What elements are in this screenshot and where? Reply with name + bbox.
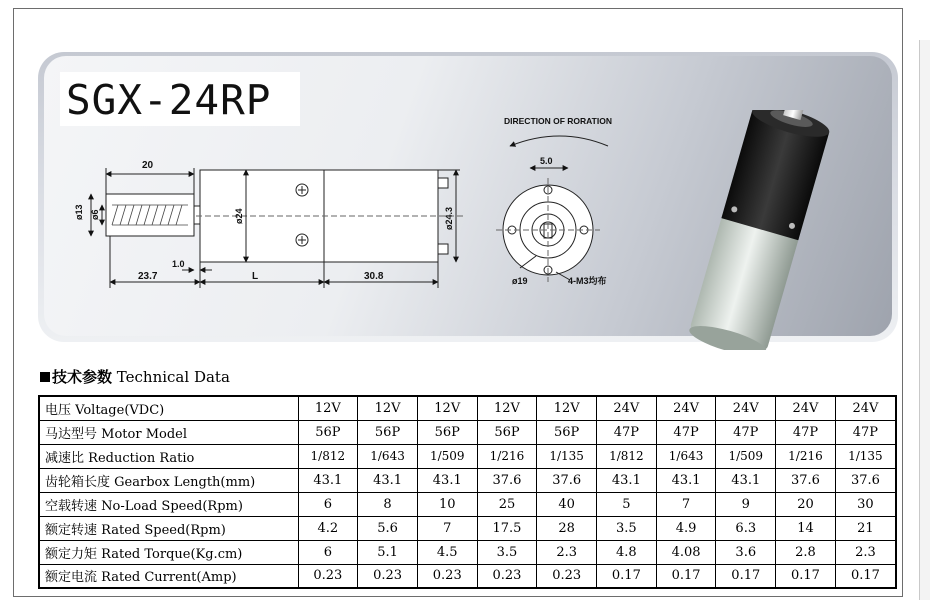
table-cell: 5.6 xyxy=(358,516,418,540)
table-row xyxy=(39,564,896,588)
table-cell: 5.1 xyxy=(358,540,418,564)
table-cell: 7 xyxy=(656,492,716,516)
table-cell: 30 xyxy=(835,492,896,516)
table-cell: 0.17 xyxy=(776,564,836,588)
table-cell: 4.9 xyxy=(656,516,716,540)
tech-heading-cn: 技术参数 xyxy=(52,368,113,386)
table-cell: 0.23 xyxy=(358,564,418,588)
side-view xyxy=(91,168,465,288)
table-cell: 12V xyxy=(417,396,477,420)
row-label-en: Voltage(VDC) xyxy=(75,402,165,418)
table-cell: 0.17 xyxy=(835,564,896,588)
row-label-cn: 减速比 xyxy=(45,450,85,466)
row-label xyxy=(39,468,298,492)
table-row xyxy=(39,396,896,420)
table-cell: 3.5 xyxy=(477,540,537,564)
row-label-en: Rated Speed(Rpm) xyxy=(101,522,226,538)
table-cell: 56P xyxy=(537,420,597,444)
table-cell: 17.5 xyxy=(477,516,537,540)
table-cell: 4.5 xyxy=(417,540,477,564)
table-cell: 56P xyxy=(298,420,358,444)
table-cell: 24V xyxy=(835,396,896,420)
row-label-en: Gearbox Length(mm) xyxy=(114,474,256,490)
table-cell: 47P xyxy=(716,420,776,444)
dim-motor-len: 30.8 xyxy=(364,271,384,282)
table-cell: 1/812 xyxy=(597,444,657,468)
table-cell: 0.23 xyxy=(298,564,358,588)
table-cell: 1/216 xyxy=(776,444,836,468)
table-cell: 40 xyxy=(537,492,597,516)
table-cell: 43.1 xyxy=(597,468,657,492)
table-cell: 2.3 xyxy=(537,540,597,564)
table-cell: 47P xyxy=(835,420,896,444)
table-cell: 7 xyxy=(417,516,477,540)
table-cell: 37.6 xyxy=(477,468,537,492)
dim-hole-spacing: 5.0 xyxy=(540,156,553,166)
dim-holes: 4-M3均布 xyxy=(568,276,607,286)
table-cell: 24V xyxy=(656,396,716,420)
table-cell: 12V xyxy=(477,396,537,420)
table-cell: 0.23 xyxy=(477,564,537,588)
dim-offset: 1.0 xyxy=(172,259,185,269)
table-cell: 24V xyxy=(776,396,836,420)
table-cell: 43.1 xyxy=(417,468,477,492)
table-cell: 47P xyxy=(776,420,836,444)
dim-d24-3: ø24.3 xyxy=(444,206,454,230)
table-cell: 4.8 xyxy=(597,540,657,564)
table-cell: 37.6 xyxy=(776,468,836,492)
row-label-cn: 马达型号 xyxy=(45,426,98,442)
table-cell: 47P xyxy=(656,420,716,444)
table-cell: 1/509 xyxy=(417,444,477,468)
dim-shaft-len: 20 xyxy=(142,160,154,171)
table-cell: 1/135 xyxy=(835,444,896,468)
table-cell: 1/643 xyxy=(358,444,418,468)
row-label xyxy=(39,420,298,444)
row-label-cn: 空载转速 xyxy=(45,498,98,514)
tech-data-body xyxy=(39,396,896,588)
row-label xyxy=(39,444,298,468)
table-cell: 56P xyxy=(358,420,418,444)
table-cell: 20 xyxy=(776,492,836,516)
table-cell: 9 xyxy=(716,492,776,516)
table-cell: 3.6 xyxy=(716,540,776,564)
table-cell: 47P xyxy=(597,420,657,444)
row-label-cn: 额定转速 xyxy=(45,522,98,538)
table-cell: 0.17 xyxy=(597,564,657,588)
model-title: SGX-24RP xyxy=(66,76,272,124)
table-cell: 43.1 xyxy=(298,468,358,492)
row-label xyxy=(39,516,298,540)
table-cell: 6 xyxy=(298,540,358,564)
table-cell: 56P xyxy=(477,420,537,444)
table-cell: 5 xyxy=(597,492,657,516)
table-cell: 1/216 xyxy=(477,444,537,468)
table-row xyxy=(39,468,896,492)
direction-label: DIRECTION OF RORATION xyxy=(504,116,612,126)
row-label-cn: 额定力矩 xyxy=(45,546,98,562)
square-bullet-icon xyxy=(40,372,50,382)
table-cell: 37.6 xyxy=(835,468,896,492)
table-cell: 4.2 xyxy=(298,516,358,540)
table-row xyxy=(39,420,896,444)
motor-illustration xyxy=(687,110,851,350)
table-cell: 10 xyxy=(417,492,477,516)
table-cell: 12V xyxy=(298,396,358,420)
shaft-outline xyxy=(106,194,194,236)
table-cell: 25 xyxy=(477,492,537,516)
row-label xyxy=(39,396,298,420)
table-cell: 28 xyxy=(537,516,597,540)
table-cell: 6 xyxy=(298,492,358,516)
table-cell: 2.8 xyxy=(776,540,836,564)
table-cell: 6.3 xyxy=(716,516,776,540)
dim-gear-len: L xyxy=(252,271,259,282)
table-cell: 14 xyxy=(776,516,836,540)
row-label-en: Rated Torque(Kg.cm) xyxy=(101,546,243,562)
table-cell: 1/812 xyxy=(298,444,358,468)
row-label-cn: 电压 xyxy=(45,402,72,418)
table-row xyxy=(39,540,896,564)
dim-d6: ø6 xyxy=(90,209,100,220)
table-row xyxy=(39,492,896,516)
table-cell: 0.23 xyxy=(417,564,477,588)
table-cell: 37.6 xyxy=(537,468,597,492)
table-cell: 56P xyxy=(417,420,477,444)
table-cell: 43.1 xyxy=(656,468,716,492)
dim-d24: ø24 xyxy=(234,208,244,224)
table-cell: 24V xyxy=(597,396,657,420)
tech-heading-en: Technical Data xyxy=(116,368,230,386)
table-cell: 3.5 xyxy=(597,516,657,540)
tech-data-table xyxy=(38,395,897,589)
row-label-en: Rated Current(Amp) xyxy=(101,570,237,586)
dim-d13: ø13 xyxy=(74,204,84,220)
dim-d19: ø19 xyxy=(512,276,528,286)
table-cell: 1/135 xyxy=(537,444,597,468)
tech-data-heading xyxy=(40,366,230,387)
row-label-en: Motor Model xyxy=(101,426,188,442)
table-cell: 21 xyxy=(835,516,896,540)
table-cell: 43.1 xyxy=(358,468,418,492)
table-cell: 0.17 xyxy=(716,564,776,588)
table-cell: 43.1 xyxy=(716,468,776,492)
table-cell: 12V xyxy=(537,396,597,420)
row-label xyxy=(39,564,298,588)
window-scroll-strip[interactable] xyxy=(919,40,930,600)
row-label-cn: 额定电流 xyxy=(45,570,98,586)
table-row xyxy=(39,516,896,540)
table-row xyxy=(39,444,896,468)
table-cell: 8 xyxy=(358,492,418,516)
table-cell: 12V xyxy=(358,396,418,420)
table-cell: 2.3 xyxy=(835,540,896,564)
table-cell: 0.23 xyxy=(537,564,597,588)
table-cell: 24V xyxy=(716,396,776,420)
table-cell: 4.08 xyxy=(656,540,716,564)
row-label xyxy=(39,492,298,516)
row-label-cn: 齿轮箱长度 xyxy=(45,474,111,490)
dim-left-len: 23.7 xyxy=(138,271,158,282)
row-label xyxy=(39,540,298,564)
row-label-en: No-Load Speed(Rpm) xyxy=(101,498,243,514)
table-cell: 1/643 xyxy=(656,444,716,468)
technical-drawing xyxy=(60,110,920,350)
table-cell: 0.17 xyxy=(656,564,716,588)
table-cell: 1/509 xyxy=(716,444,776,468)
row-label-en: Reduction Ratio xyxy=(88,450,195,466)
